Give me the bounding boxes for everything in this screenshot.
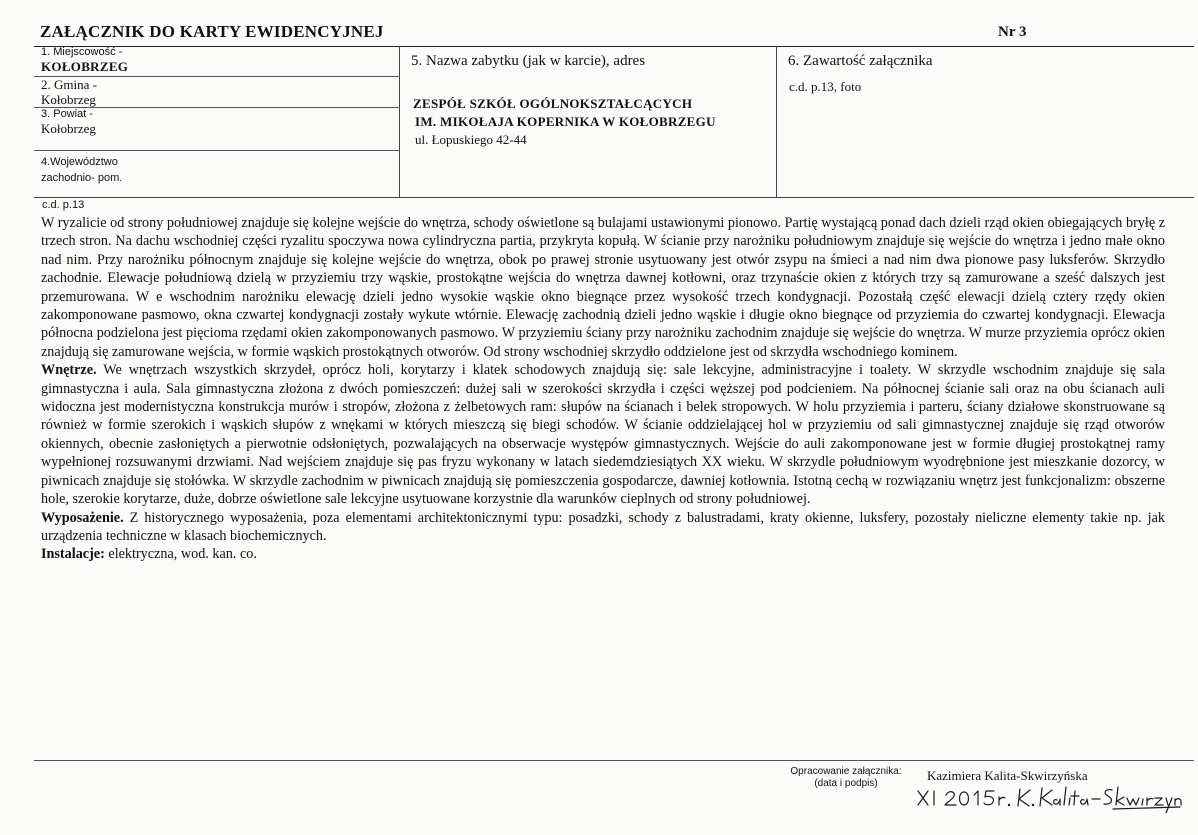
form-table: [34, 46, 1194, 198]
continuation-note: c.d. p.13: [42, 199, 85, 211]
miejscowosc-label: 1. Miejscowość -: [41, 46, 123, 58]
monument-name-line2: IM. MIKOŁAJA KOPERNIKA W KOŁOBRZEGU: [415, 114, 716, 129]
gmina-label: 2. Gmina -: [41, 77, 97, 92]
location-column: [34, 46, 400, 198]
contents-value: c.d. p.13, foto: [789, 79, 862, 94]
miejscowosc-value: KOŁOBRZEG: [41, 59, 129, 74]
wojewodztwo-label: 4.Województwo: [41, 156, 118, 168]
gmina-cell: [34, 77, 400, 108]
description-body: [41, 214, 1165, 564]
powiat-label: 3. Powiat -: [41, 108, 93, 120]
instalacje-text: elektryczna, wod. kan. co.: [104, 546, 257, 563]
powiat-cell: [34, 108, 400, 150]
prepared-by-label: [780, 766, 912, 790]
instalacje-heading: Instalacje:: [41, 546, 105, 563]
wojewodztwo-cell: [34, 150, 400, 198]
document-title: ZAŁĄCZNIK DO KARTY EWIDENCYJNEJ: [40, 22, 384, 41]
wnetrze-text: We wnętrzach wszystkich skrzydeł, oprócz holi, korytarzy i klatek schodowych znajdują się: sale lekcyjne, administracyjne i toalety. W skrzydle wschodnim znajduje się sala gimnastyczna i aula. Sala gimnastyczna złożona z dwóch pomieszczeń: dużej sali w szerokości skrzydła i części węższej pod podcieniem. Na północnej ścianie sali oraz na obu ścianach auli widoczna jest modernistyczna konstrukcja murów i stropów, złożona z żelbetowych ram: słupów na ścianach i belek stropowych. W holu przyziemia i parteru, ściany działowe skonstruowane są również w formie szerokich i wąskich słupów z wnękami w których mieszczą się biegi schodów. W ścianie oddzielającej hol w przyziemiu od sali gimnastycznej znajduje się rząd otworów okiennych, obecnie zasłoniętych a pierwotnie odsłoniętych, pozwalających na obserwacje występów gimnastycznych. Wejście do auli zakomponowane jest w formie długiej prostokątnej ramy wypełnionej rozsuwanymi drzwiami. Nad wejściem znajduje się pas fryzu wykonany w latach siedemdziesiątych XX wieku. W skrzydle południowym wyodrębnione jest mieszkanie dozorcy, w piwnicach znajduje się stołówka. W skrzydle zachodnim w piwnicach znajdują się pomieszczenia gospodarcze, dawniej kotłownia. Istotną cechą w rozwiązaniu wnętrz jest funkcjonalizm: obszerne hole, szerokie korytarze, duże, dobrze oświetlone sale lekcyjne usytuowane korzystnie dla warunków cieplnych od strony południowej.: [41, 362, 1165, 508]
wyposazenie-text: Z historycznego wyposażenia, poza elementami architektonicznymi typu: posadzki, schody z balustradami, kraty okienne, luksfery, pozostały nieliczne elementy takie np. jak urządzenia techniczne w klasach biochemicznych.: [41, 509, 1165, 544]
attachment-number: Nr 3: [998, 24, 1027, 40]
monument-name-column: [400, 46, 777, 198]
gmina-value: Kołobrzeg: [41, 92, 96, 107]
paragraph-ryzalit: W ryzalicie od strony południowej znajduje się kolejne wejście do wnętrza, schody oświetlone są bulajami ustawionymi pionowo. Partię wystającą ponad dach dzieli rząd okien obiegających bryłę z trzech stron. Na dachu wschodniej części ryzalitu spoczywa nowa cylindryczna partia, przykryta kopułą. W ścianie przy narożniku południowym znajduje się wejście do wnętrza i jedno małe okno nad nim. Przy narożniku północnym znajduje się kolejne wejście do wnętrza, obok po prawej stronie usytuowany jest otwór zsypu na śmieci a nad nim dwa pionowe pasy luksferów. Skrzydło zachodnie. Elewacje południową dzielą w przyziemiu trzy wąskie, prostokątne wejścia do wnętrza dawnej kotłowni, oraz trzynaście okien z których trzy są zamurowane a sześć dalszych jest przemurowana. W e wschodnim narożniku elewację dzieli jedno wysokie wąskie okno biegnące przez wysokość trzech kondygnacji. Pozostałą część elewacji dzielą cztery rzędy okien zakomponowane pasmowo, okna czwartej kondygnacji zostały wykute wtórnie. Elewację zachodnią dzieli jedno wąskie i długie okno biegnące od przyziemia do czwartej kondygnacji. Elewacja północna podzielona jest pięcioma rzędami okien zakomponowanych pasmowo. W przyziemiu ściany przy narożniku zachodnim znajduje się wejście do wnętrza. W murze przyziemia oprócz okien znajdują się zamurowane wejścia, w formie wąskich prostokątnych otworów. Od strony wschodniej skrzydło oddzielone jest od skrzydła wschodniego kominem.: [41, 215, 1165, 360]
miejscowosc-cell: [34, 46, 400, 77]
paragraph-wnetrze: [41, 361, 1165, 508]
author-name: Kazimiera Kalita-Skwirzyńska: [927, 768, 1088, 783]
paragraph-instalacje: [41, 545, 1165, 563]
data-podpis-label: (data i podpis): [814, 778, 878, 789]
monument-address: ul. Łopuskiego 42-44: [415, 132, 527, 147]
monument-name-label: 5. Nazwa zabytku (jak w karcie), adres: [411, 53, 646, 69]
paragraph-wyposazenie: [41, 509, 1165, 546]
attachment-contents-column: [777, 46, 1194, 198]
wojewodztwo-value: zachodnio- pom.: [41, 172, 123, 184]
wnetrze-heading: Wnętrze.: [41, 362, 97, 379]
opracowanie-label: Opracowanie załącznika:: [790, 766, 902, 777]
handwritten-signature: [912, 783, 1182, 813]
footer-divider: [34, 760, 1194, 761]
monument-name-line1: ZESPÓŁ SZKÓŁ OGÓLNOKSZTAŁCĄCYCH: [413, 96, 693, 111]
powiat-value: Kołobrzeg: [41, 121, 96, 136]
contents-label: 6. Zawartość załącznika: [788, 53, 933, 69]
wyposazenie-heading: Wyposażenie.: [41, 509, 124, 526]
